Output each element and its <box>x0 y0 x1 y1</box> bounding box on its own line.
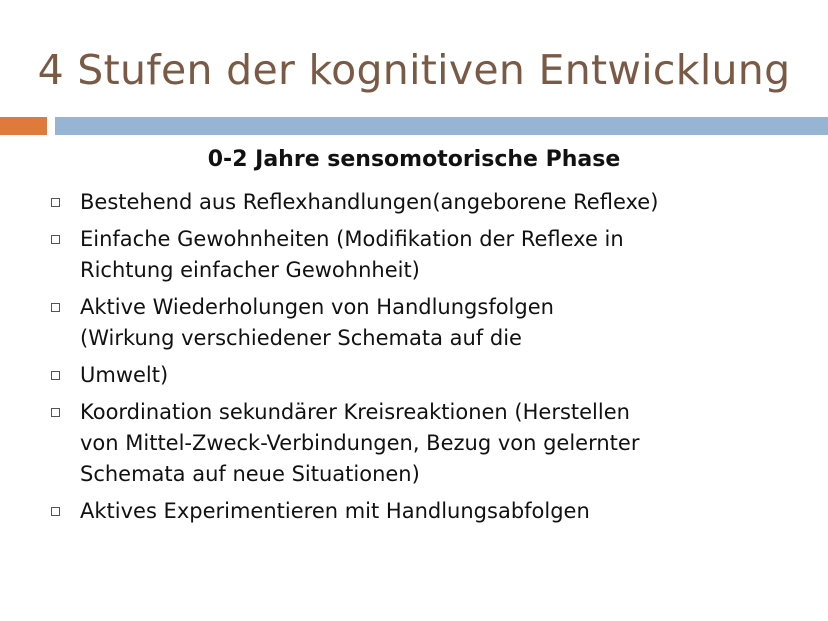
slide-subtitle: 0-2 Jahre sensomotorische Phase <box>207 147 621 172</box>
bullet-text-line: Einfache Gewohnheiten (Modifikation der Reflexe in <box>80 227 624 251</box>
bullet-item <box>50 292 820 354</box>
square-bullet-icon <box>51 408 60 417</box>
bullet-item <box>50 187 820 218</box>
square-bullet-icon <box>51 507 60 516</box>
bullet-text-line: Aktives Experimentieren mit Handlungsabfolgen <box>80 499 590 523</box>
bullet-item <box>50 496 820 527</box>
bullet-text-line: Umwelt) <box>80 363 169 387</box>
bullet-item <box>50 397 820 490</box>
bullet-text-line: (Wirkung verschiedener Schemata auf die <box>80 326 522 350</box>
accent-bar-blue <box>55 117 828 135</box>
bullet-list <box>50 187 820 533</box>
bullet-text-line: von Mittel-Zweck-Verbindungen, Bezug von gelernter <box>80 431 640 455</box>
square-bullet-icon <box>51 303 60 312</box>
square-bullet-icon <box>51 235 60 244</box>
bullet-text-line: Aktive Wiederholungen von Handlungsfolgen <box>80 295 554 319</box>
bullet-text-line: Bestehend aus Reflexhandlungen(angeborene Reflexe) <box>80 190 659 214</box>
bullet-text-line: Schemata auf neue Situationen) <box>80 462 420 486</box>
square-bullet-icon <box>51 198 60 207</box>
bullet-text-line: Koordination sekundärer Kreisreaktionen (Herstellen <box>80 400 630 424</box>
bullet-item <box>50 224 820 286</box>
bullet-item <box>50 360 820 391</box>
bullet-text-line: Richtung einfacher Gewohnheit) <box>80 258 420 282</box>
slide-title: 4 Stufen der kognitiven Entwicklung <box>37 46 791 94</box>
square-bullet-icon <box>51 371 60 380</box>
accent-bar-orange <box>0 117 47 135</box>
